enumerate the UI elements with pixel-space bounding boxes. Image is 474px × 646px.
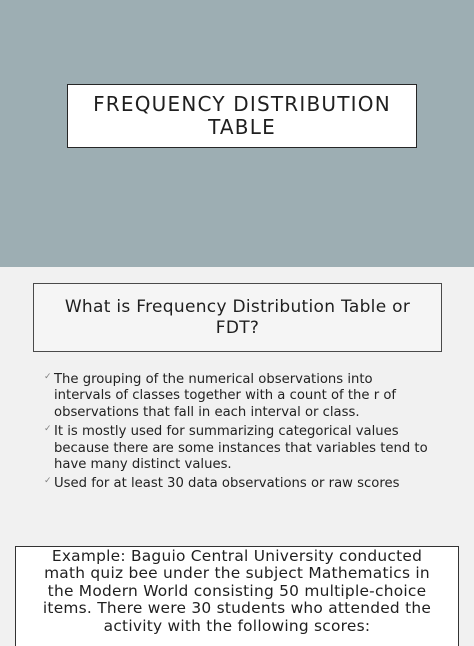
bullet-text: [54, 476, 444, 492]
example-line: activity with the following scores:: [103, 616, 371, 635]
example-line: the Modern World consisting 50 multiple-choice: [47, 581, 427, 600]
title-box: [67, 84, 417, 148]
bullet-line: because there are some instances that variables tend to: [54, 440, 428, 456]
example-line: math quiz bee under the subject Mathematics in: [44, 564, 430, 583]
question-heading: [65, 297, 410, 339]
check-icon: ✓: [44, 372, 52, 382]
example-text: [20, 548, 454, 635]
bullet-line: have many distinct values.: [54, 457, 232, 473]
bullet-item: [44, 476, 444, 492]
bullet-text: [54, 372, 444, 421]
bullet-item: [44, 372, 444, 421]
bullet-line: The grouping of the numerical observations into: [54, 372, 373, 387]
question-line-2: FDT?: [215, 317, 260, 338]
check-icon: ✓: [44, 424, 52, 435]
bullet-list: [44, 372, 444, 496]
example-line: Example: Baguio Central University conducted: [51, 547, 423, 565]
question-box: [33, 283, 442, 352]
bullet-text: [54, 424, 444, 473]
question-line-1: What is Frequency Distribution Table or: [64, 296, 411, 317]
bullet-line: observations that fall in each interval or class.: [54, 404, 360, 420]
bullet-line: It is mostly used for summarizing categorical values: [54, 424, 399, 440]
title-line-2: TABLE: [208, 115, 276, 139]
example-line: items. There were 30 students who attended the: [42, 599, 432, 618]
slide-title: [93, 93, 391, 139]
bullet-line: Used for at least 30 data observations or raw scores: [54, 476, 400, 492]
bullet-item: [44, 424, 444, 473]
title-line-1: FREQUENCY DISTRIBUTION: [93, 92, 391, 116]
bullet-line: intervals of classes together with a count of the r of: [54, 388, 397, 404]
example-box: [15, 546, 459, 646]
check-icon: ✓: [44, 476, 52, 487]
